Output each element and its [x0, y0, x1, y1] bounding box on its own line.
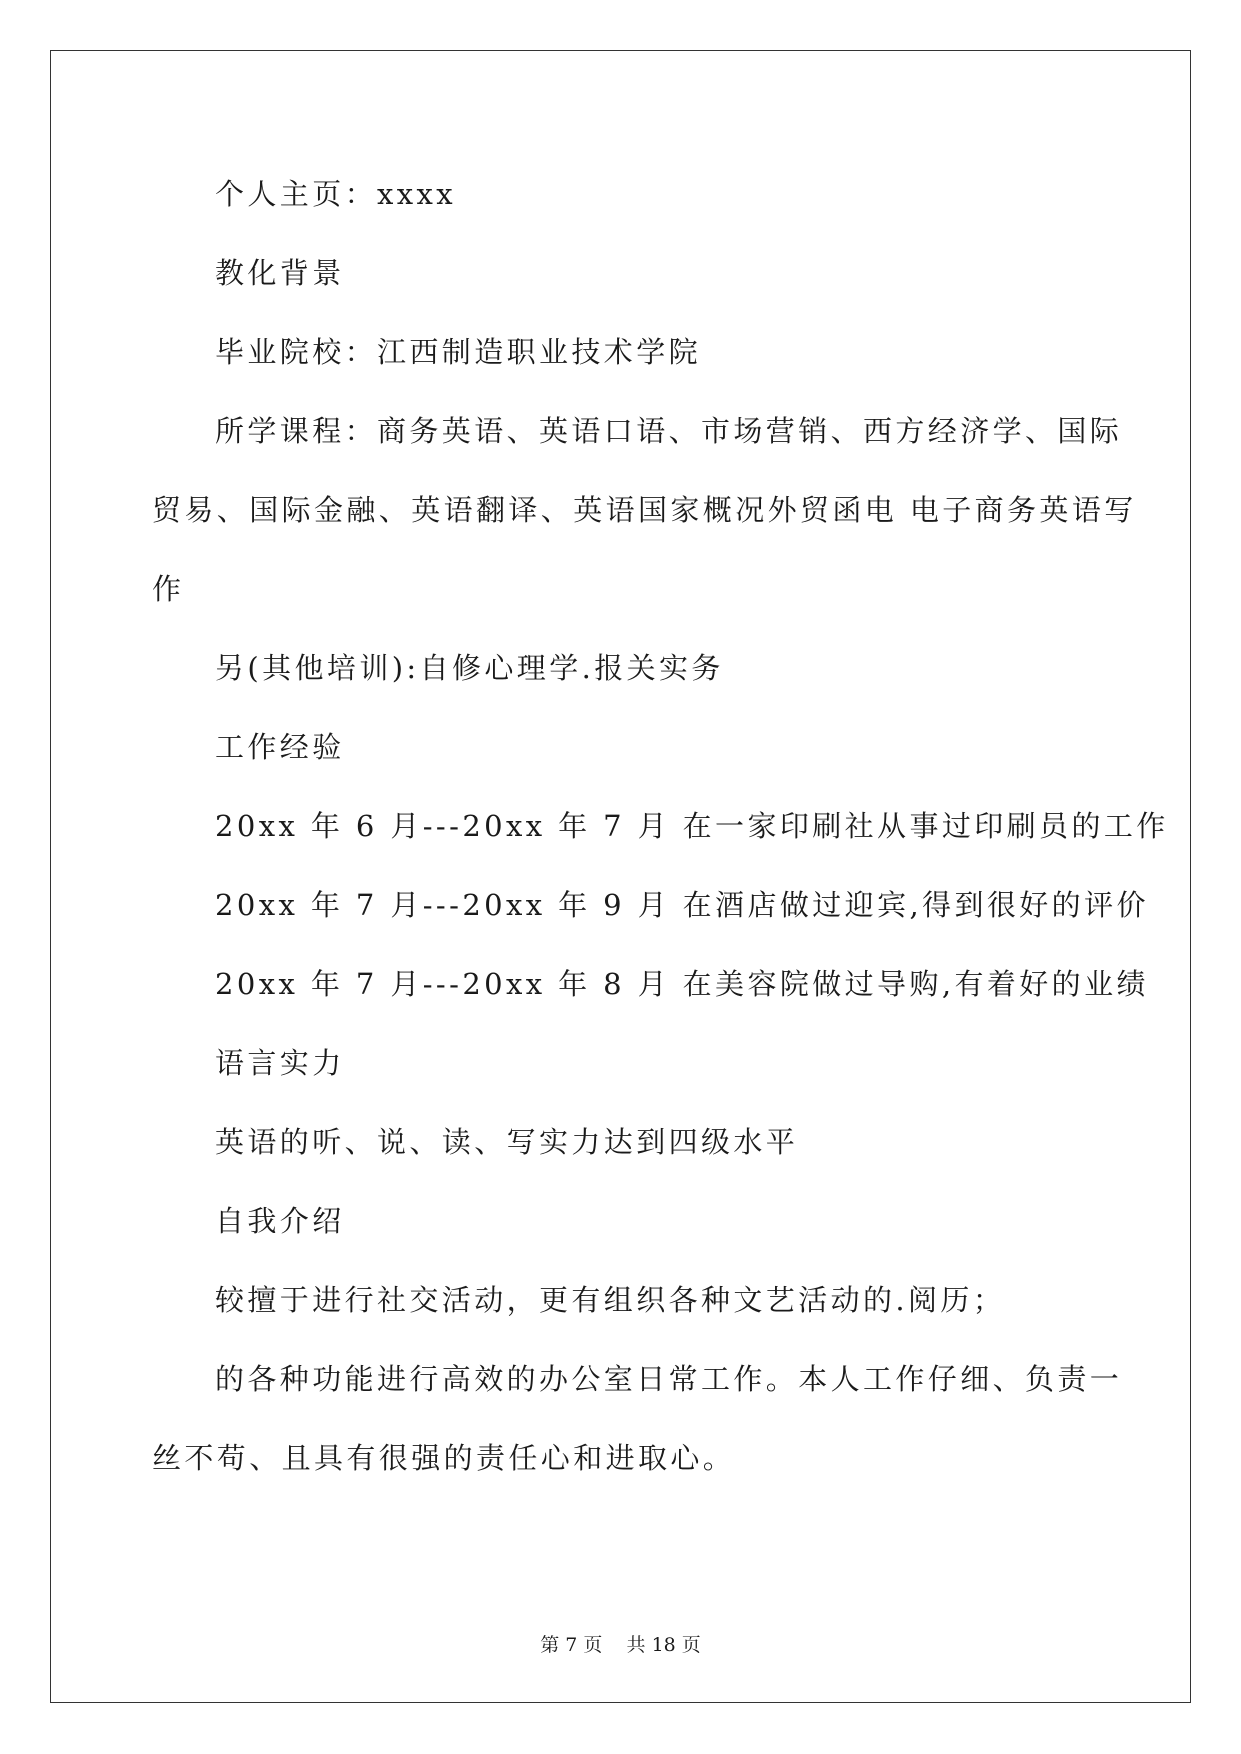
- other-training-line: 另(其他培训):自修心理学.报关实务: [215, 651, 724, 685]
- section-heading-language: 语言实力: [215, 1046, 345, 1080]
- work-entry: 20xx 年 7 月---20xx 年 9 月 在酒店做过迎宾,得到很好的评价: [215, 888, 1149, 922]
- courses-line-1: 所学课程：商务英语、英语口语、市场营销、西方经济学、国际: [215, 414, 1123, 448]
- courses-line-2: 贸易、国际金融、英语翻译、英语国家概况外贸函电 电子商务英语写: [152, 493, 1137, 527]
- self-intro-line-2: 的各种功能进行高效的办公室日常工作。本人工作仔细、负责一: [215, 1362, 1123, 1396]
- homepage-line: 个人主页：xxxx: [215, 177, 457, 211]
- section-heading-education: 教化背景: [215, 256, 345, 290]
- work-entry: 20xx 年 6 月---20xx 年 7 月 在一家印刷社从事过印刷员的工作: [215, 809, 1169, 843]
- self-intro-line-1: 较擅于进行社交活动，更有组织各种文艺活动的.阅历；: [215, 1283, 1006, 1317]
- school-line: 毕业院校：江西制造职业技术学院: [215, 335, 702, 369]
- section-heading-work: 工作经验: [215, 730, 345, 764]
- courses-line-3: 作: [152, 572, 185, 606]
- self-intro-line-3: 丝不苟、且具有很强的责任心和进取心。: [152, 1441, 736, 1475]
- page-number-footer: 第 7 页 共 18 页: [540, 1634, 701, 1656]
- language-line: 英语的听、说、读、写实力达到四级水平: [215, 1125, 799, 1159]
- work-entry: 20xx 年 7 月---20xx 年 8 月 在美容院做过导购,有着好的业绩: [215, 967, 1149, 1001]
- section-heading-self-intro: 自我介绍: [215, 1204, 345, 1238]
